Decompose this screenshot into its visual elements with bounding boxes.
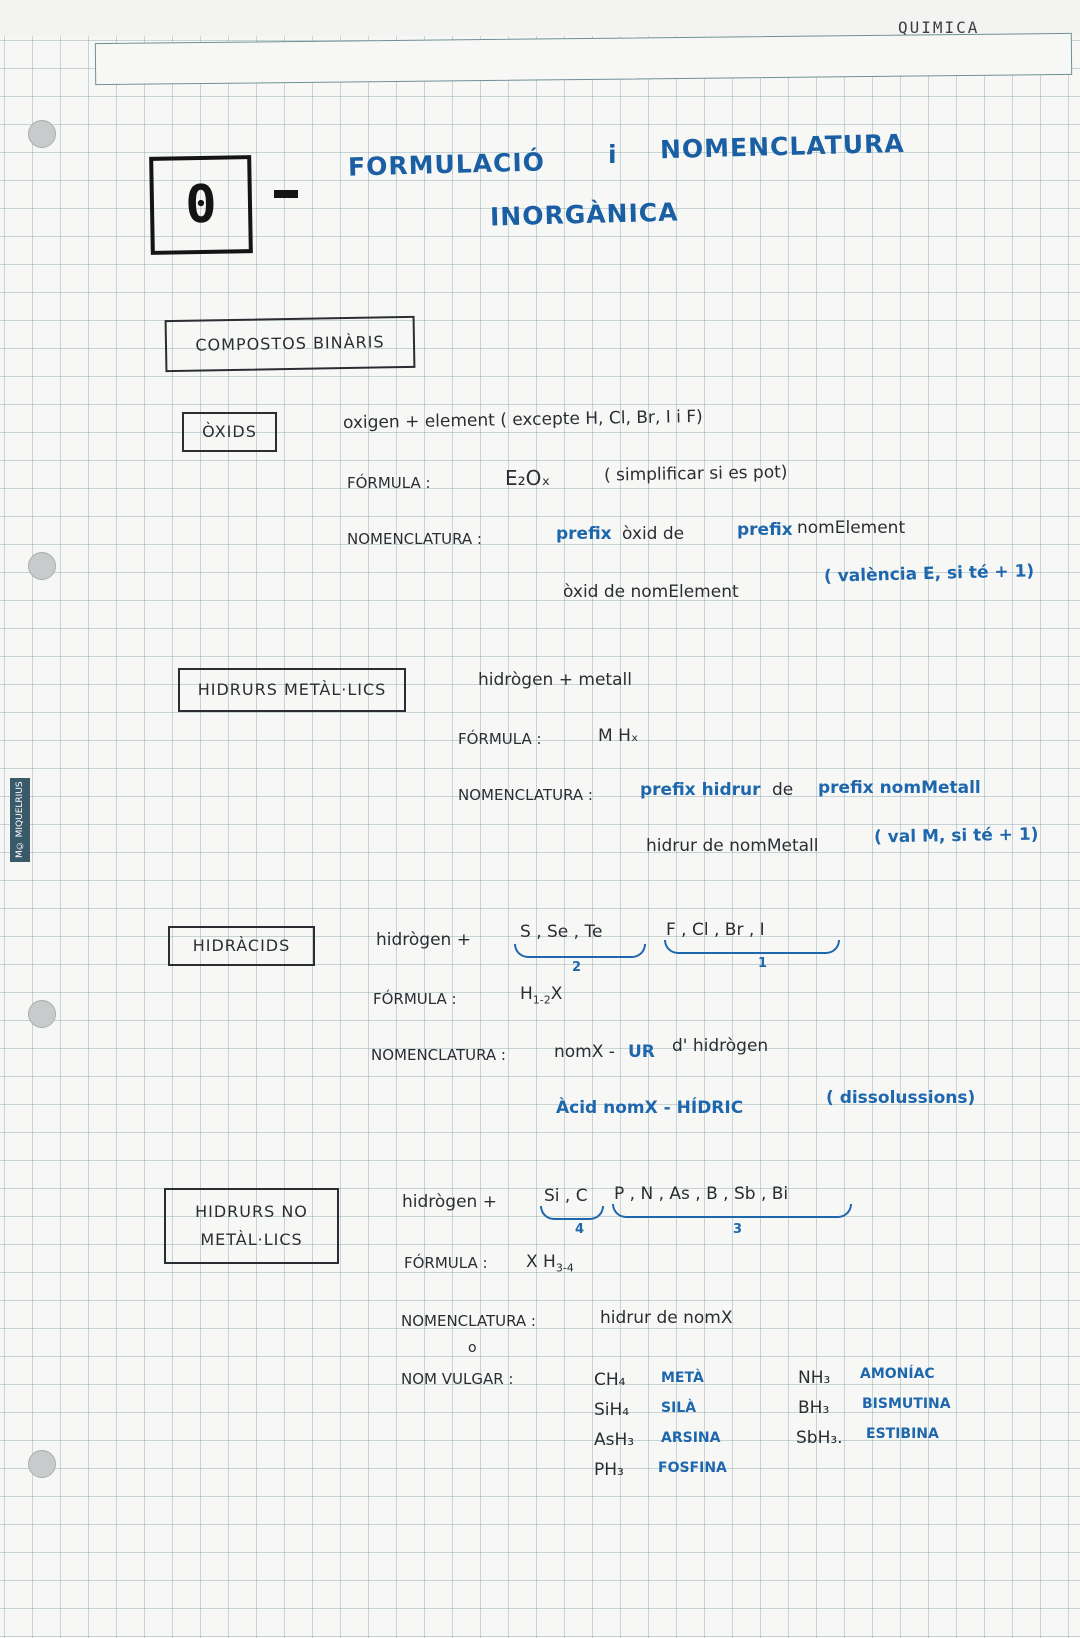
binder-hole: [28, 120, 56, 148]
title-word-2: i: [608, 140, 618, 169]
hidracids-nom2-note: ( dissolussions): [826, 1088, 976, 1108]
vulgar-name: ESTIBINA: [866, 1426, 939, 1442]
oxids-prefix-2: prefix: [737, 520, 793, 540]
oxids-definition: oxigen + element ( excepte H, Cl, Br, I i F): [342, 406, 703, 434]
vulgar-name: METÀ: [661, 1370, 704, 1386]
hidrurs-no-metallics-brace-a: [540, 1206, 604, 1220]
header-band: [95, 33, 1072, 85]
hidracids-group-b-valence: 1: [758, 956, 768, 971]
brand-mark: M© MIQUELRIUS: [10, 778, 30, 862]
hidrurs-metallics-nom2-text: hidrur de nomMetall: [646, 836, 819, 856]
hidrurs-metallics-prefix-2: prefix nomMetall: [818, 778, 981, 798]
vulgar-name: FOSFINA: [658, 1460, 727, 1476]
hidrurs-no-metallics-formula-sub: 3-4: [555, 1261, 574, 1275]
hidracids-definition: hidrògen +: [376, 930, 471, 950]
hidracids-brace-b: [664, 940, 840, 954]
hidracids-formula: [520, 984, 562, 1006]
nom-vulgar-label: NOM VULGAR :: [401, 1370, 514, 1388]
binder-hole: [28, 1000, 56, 1028]
binder-hole: [28, 1450, 56, 1478]
hidrurs-metallics-nomenclatura-label: NOMENCLATURA :: [458, 786, 593, 804]
hidrurs-no-metallics-formula: [526, 1252, 574, 1274]
hidracids-formula-sub: 1-2: [532, 993, 551, 1007]
hidrurs-no-metallics-group-a-valence: 4: [575, 1222, 585, 1237]
hidracids-group-a: S , Se , Te: [520, 922, 603, 942]
hidrurs-no-metallics-nomenclatura-label: NOMENCLATURA :: [401, 1312, 536, 1330]
hidrurs-no-metallics-formula-label: FÓRMULA :: [404, 1254, 488, 1272]
vulgar-formula: SbH₃.: [796, 1428, 843, 1448]
oxids-nomenclatura-label: NOMENCLATURA :: [347, 530, 482, 548]
subject-label: QUIMICA: [898, 18, 980, 37]
vulgar-formula: SiH₄: [594, 1400, 630, 1420]
title-word-1: FORMULACIÓ: [347, 147, 546, 182]
hidrurs-metallics-formula-label: FÓRMULA :: [458, 730, 542, 748]
oxids-nom1-mid: òxid de: [622, 524, 685, 544]
hidracids-brace-a: [514, 944, 646, 958]
hidrurs-no-metallics-group-a: Si , C: [544, 1186, 588, 1206]
oxids-formula-note: ( simplificar si es pot): [603, 462, 788, 486]
hidracids-nom2-text: Àcid nomX - HÍDRIC: [556, 1098, 744, 1118]
binder-hole: [28, 552, 56, 580]
hidrurs-metallics-formula: M Hₓ: [598, 726, 639, 746]
hidrurs-no-metallics-or: o: [468, 1340, 477, 1356]
vulgar-name: ARSINA: [661, 1430, 721, 1446]
hidrurs-no-metallics-label-1: HIDRURS NO: [195, 1202, 308, 1221]
oxids-formula-label: FÓRMULA :: [347, 474, 431, 492]
hidrurs-no-metallics-formula-base: X H: [526, 1252, 556, 1272]
hidracids-nomenclatura-label: NOMENCLATURA :: [371, 1046, 506, 1064]
oxids-nom2-text: òxid de nomElement: [563, 582, 739, 602]
vulgar-name: BISMUTINA: [862, 1396, 951, 1412]
vulgar-formula: PH₃: [594, 1460, 624, 1480]
hidrurs-metallics-nom2-note: ( val M, si té + 1): [873, 824, 1039, 848]
vulgar-formula: BH₃: [798, 1398, 830, 1418]
title-dash: [274, 190, 298, 198]
hidracids-nom1-end: d' hidrògen: [672, 1036, 769, 1056]
hidrurs-no-metallics-definition: hidrògen +: [402, 1192, 497, 1212]
hidracids-formula-base: H: [520, 984, 533, 1004]
hidrurs-metallics-definition: hidrògen + metall: [478, 670, 632, 690]
vulgar-formula: AsH₃: [594, 1430, 635, 1450]
hidracids-nom1-suffix: UR: [628, 1042, 655, 1062]
title-line-2: INORGÀNICA: [489, 197, 679, 232]
vulgar-formula: NH₃: [798, 1368, 831, 1388]
hidracids-group-b: F , Cl , Br , I: [666, 920, 765, 940]
hidrurs-no-metallics-group-b-valence: 3: [733, 1222, 743, 1237]
oxids-prefix-1: prefix: [556, 524, 612, 544]
hidrurs-no-metallics-brace-b: [612, 1204, 852, 1218]
oxids-nom2-note: ( valència E, si té + 1): [823, 561, 1035, 587]
hidrurs-metallics-nom1-mid: de: [772, 780, 794, 800]
hidrurs-no-metallics-group-b: P , N , As , B , Sb , Bi: [614, 1184, 789, 1204]
hidrurs-no-metallics-nomenclatura: hidrur de nomX: [600, 1308, 733, 1328]
hidracids-nom1-start: nomX -: [554, 1042, 615, 1062]
chapter-number-box: [149, 155, 253, 255]
section-heading: COMPOSTOS BINÀRIS: [165, 316, 416, 372]
oxids-nom1-end: nomElement: [797, 518, 906, 538]
hidrurs-metallics-prefix-1: prefix hidrur: [640, 780, 761, 800]
hidrurs-no-metallics-label-2: METÀL·LICS: [200, 1230, 303, 1249]
chapter-number: 0: [184, 174, 218, 236]
vulgar-formula: CH₄: [594, 1370, 626, 1390]
hidrurs-no-metallics-label: [164, 1188, 339, 1264]
vulgar-name: AMONÍAC: [860, 1366, 935, 1382]
title-word-3: NOMENCLATURA: [659, 128, 906, 165]
vulgar-name: SILÀ: [661, 1400, 697, 1416]
oxids-label: ÒXIDS: [182, 412, 277, 452]
hidrurs-metallics-label: HIDRURS METÀL·LICS: [178, 668, 406, 712]
hidracids-group-a-valence: 2: [572, 960, 582, 975]
hidracids-label: HIDRÀCIDS: [168, 926, 315, 966]
hidracids-formula-end: X: [550, 984, 563, 1004]
hidracids-formula-label: FÓRMULA :: [373, 990, 457, 1008]
oxids-formula: E₂Oₓ: [505, 466, 551, 490]
